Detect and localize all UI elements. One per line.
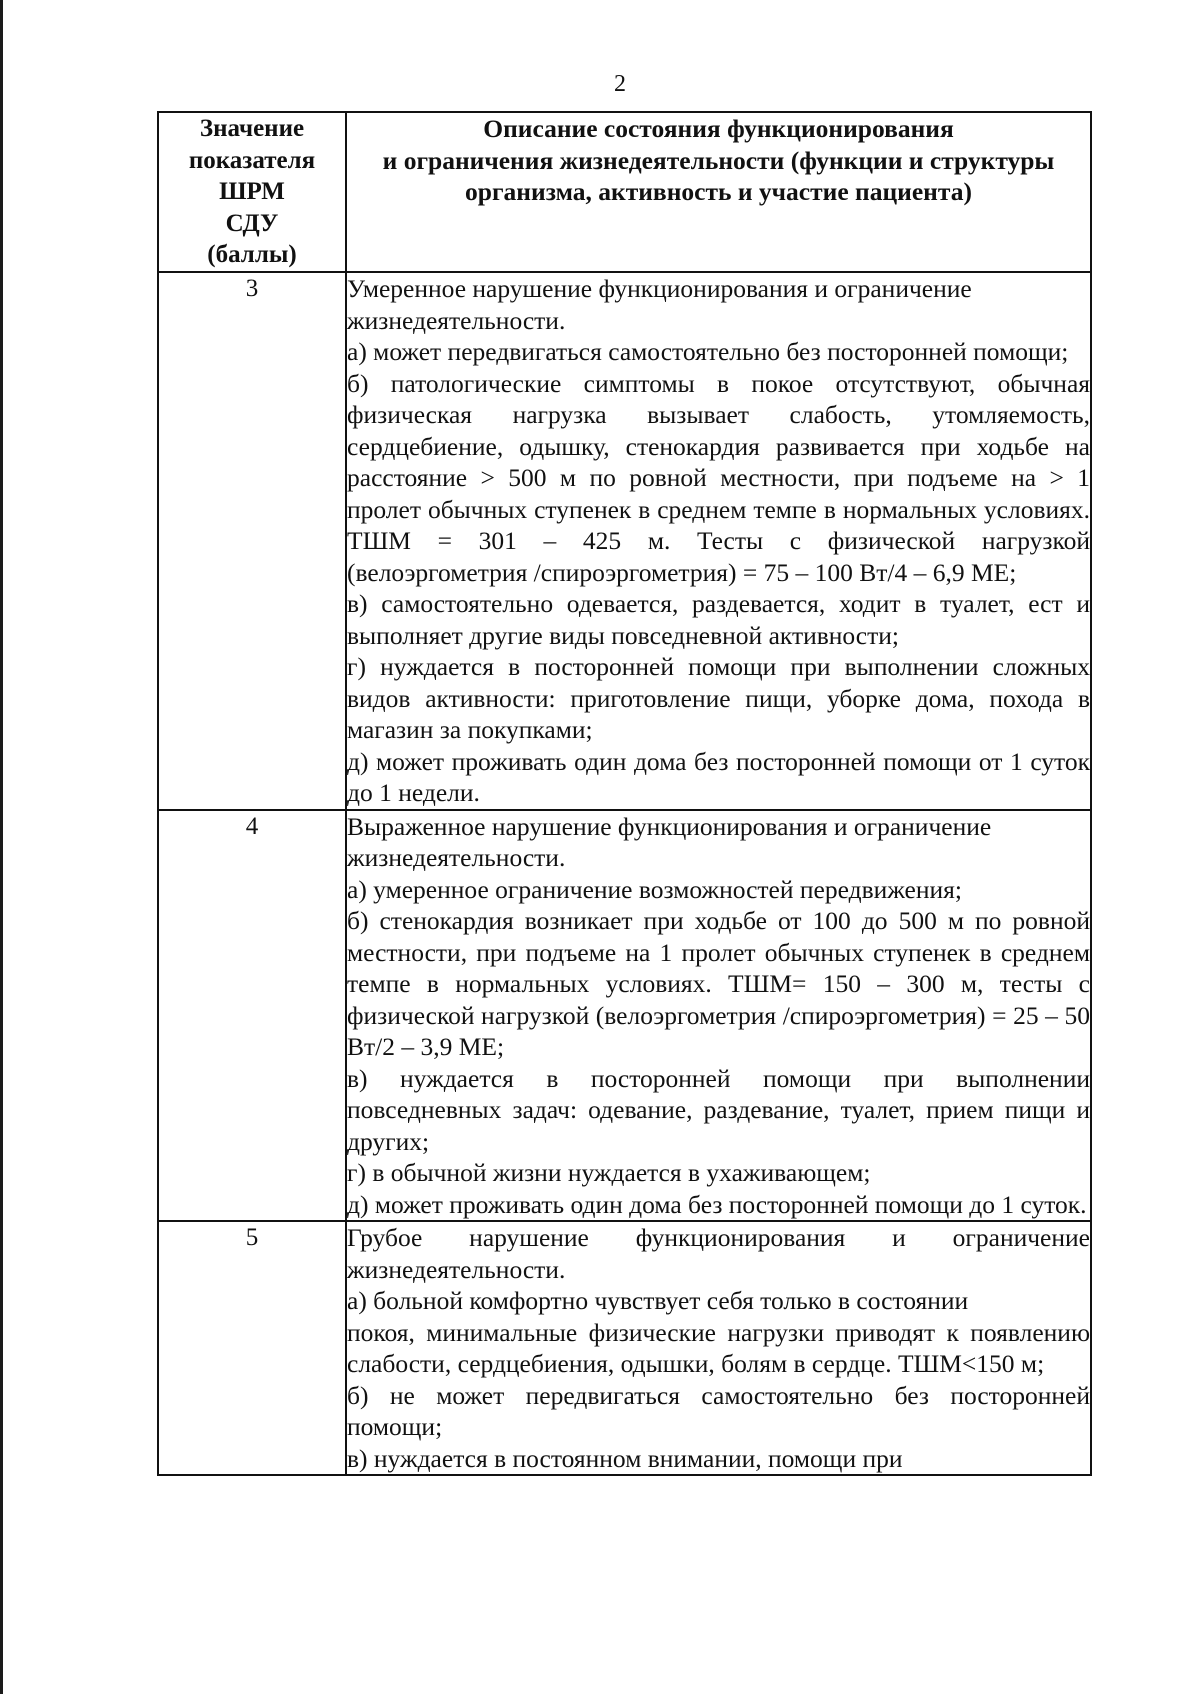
score-header-line: показателя xyxy=(188,146,316,174)
description-header-line: и ограничения жизнедеятельности (функции и структуры xyxy=(382,145,1055,175)
description-paragraph: б) стенокардия возникает при ходьбе от 100 до 500 м по ровной местности, при подъеме на 1 пролет обычных ступенек в среднем темпе в нормальных условиях. ТШМ= 150 – 300 м, тесты с физической нагрузкой (велоэргометрия /спироэргометрия) = 25 – 50 Вт/2 – 3,9 МЕ; xyxy=(347,906,1090,1061)
description-cell xyxy=(346,810,1091,1222)
score-header-line: Значение xyxy=(199,115,305,142)
table-row xyxy=(158,810,1091,1222)
description-paragraph: г) в обычной жизни нуждается в ухаживающем; xyxy=(347,1158,871,1187)
description-header-line: Описание состояния функционирования xyxy=(483,114,954,143)
score-value: 3 xyxy=(158,272,346,810)
description-paragraph: в) нуждается в постоянном внимании, помощи при xyxy=(347,1443,903,1473)
scan-edge xyxy=(0,0,3,1694)
score-value: 5 xyxy=(158,1221,346,1475)
description-cell xyxy=(346,272,1091,810)
table-row xyxy=(158,1221,1091,1475)
page-number: 2 xyxy=(614,71,626,97)
description-cell xyxy=(346,1221,1091,1475)
score-header-line: СДУ xyxy=(225,209,279,237)
table-header-row xyxy=(158,112,1091,272)
score-header-line: (баллы) xyxy=(207,241,297,268)
description-paragraph: б) патологические симптомы в покое отсутствуют, обычная физическая нагрузка вызывает слабость, утомляемость, сердцебиение, одышку, стенокардия развивается при ходьбе на расстояние > 500 м по ровной местности, при подъеме на > 1 пролет обычных ступенек в среднем темпе в нормальных условиях. ТШМ = 301 – 425 м. Тесты с физической нагрузкой (велоэргометрия /спироэргометрия) = 75 – 100 Вт/4 – 6,9 МЕ; xyxy=(347,368,1090,587)
description-paragraph: Умеренное нарушение функционирования и ограничение жизнедеятельности. xyxy=(347,274,972,335)
description-paragraph: в) нуждается в посторонней помощи при выполнении повседневных задач: одевание, раздевание, туалет, прием пищи и других; xyxy=(347,1063,1090,1156)
score-value: 4 xyxy=(158,810,346,1222)
score-column-header xyxy=(158,112,346,272)
criteria-table xyxy=(157,111,1092,1476)
description-paragraph: а) умеренное ограничение возможностей передвижения; xyxy=(347,874,962,904)
description-paragraph: а) может передвигаться самостоятельно без посторонней помощи; xyxy=(347,337,1069,366)
description-paragraph: д) может проживать один дома без посторонней помощи до 1 суток. xyxy=(347,1189,1087,1219)
description-paragraph: а) больной комфортно чувствует себя только в состоянии xyxy=(347,1286,969,1315)
table-row xyxy=(158,272,1091,810)
description-paragraph: г) нуждается в посторонней помощи при выполнении сложных видов активности: приготовление пищи, уборке дома, похода в магазин за покупками; xyxy=(347,652,1090,744)
description-paragraph: б) не может передвигаться самостоятельно без посторонней помощи; xyxy=(347,1380,1090,1441)
description-paragraph: в) самостоятельно одевается, раздевается, ходит в туалет, ест и выполняет другие виды повседневной активности; xyxy=(347,589,1090,650)
description-paragraph: Грубое нарушение функционирования и ограничение жизнедеятельности. xyxy=(347,1223,1090,1284)
description-paragraph: Выраженное нарушение функционирования и ограничение жизнедеятельности. xyxy=(347,811,992,872)
description-paragraph: покоя, минимальные физические нагрузки приводят к появлению слабости, сердцебиения, одышки, болям в сердце. ТШМ<150 м; xyxy=(347,1317,1090,1378)
description-header-line: организма, активность и участие пациента) xyxy=(465,177,972,206)
description-column-header xyxy=(346,112,1091,272)
score-header-line: ШРМ xyxy=(219,178,285,205)
description-paragraph: д) может проживать один дома без посторонней помощи от 1 суток до 1 недели. xyxy=(347,746,1090,807)
